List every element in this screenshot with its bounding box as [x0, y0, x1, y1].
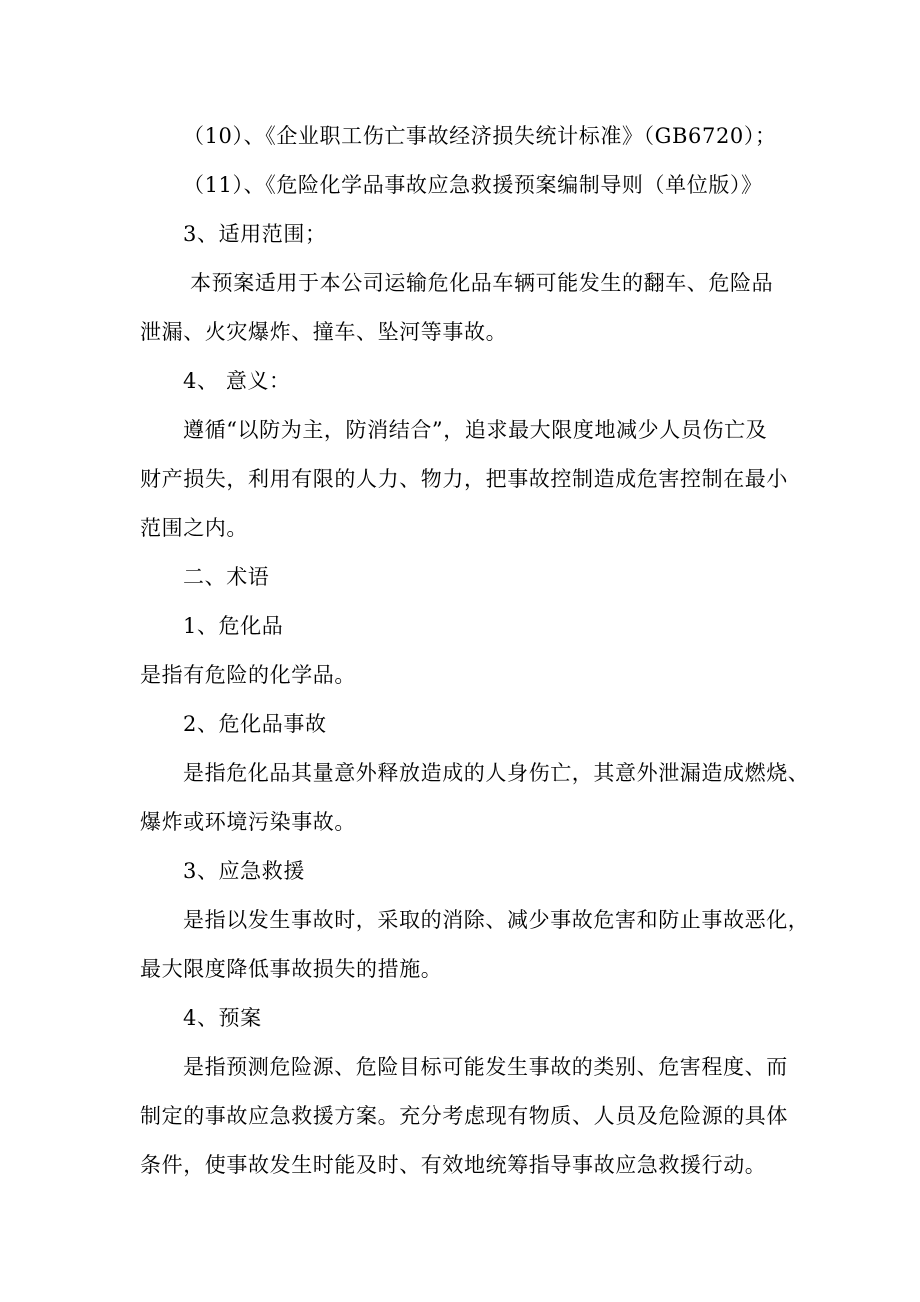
section-heading-scope: 3、适用范围；	[183, 222, 327, 246]
term-heading-1: 1、危化品	[183, 614, 284, 638]
term-definition-4-line-3: 条件，使事故发生时能及时、有效地统筹指导事故应急救援行动。	[140, 1153, 767, 1177]
term-definition-3-line-1: 是指以发生事故时，采取的消除、减少事故危害和防止事故恶化，	[183, 908, 810, 932]
chapter-heading-terms: 二、术语	[183, 565, 270, 589]
term-heading-2: 2、危化品事故	[183, 712, 327, 736]
term-definition-4-line-1: 是指预测危险源、危险目标可能发生事故的类别、危害程度、而	[183, 1055, 788, 1079]
reference-item-10: （10）、《企业职工伤亡事故经济损失统计标准》（GB6720）；	[183, 124, 777, 148]
term-definition-3-line-2: 最大限度降低事故损失的措施。	[140, 957, 443, 981]
reference-item-11: （11）、《危险化学品事故应急救援预案编制导则（单位版）》	[183, 173, 763, 197]
term-heading-4: 4、预案	[183, 1006, 262, 1030]
scope-paragraph-line-2: 泄漏、火灾爆炸、撞车、坠河等事故。	[140, 320, 508, 344]
significance-paragraph-line-1: 遵循“以防为主，防消结合”，追求最大限度地减少人员伤亡及	[183, 418, 768, 442]
section-heading-significance: 4、 意义：	[183, 369, 291, 393]
term-definition-4-line-2: 制定的事故应急救援方案。充分考虑现有物质、人员及危险源的具体	[140, 1104, 788, 1128]
scope-paragraph-line-1: 本预案适用于本公司运输危化品车辆可能发生的翻车、危险品	[190, 271, 774, 295]
term-definition-2-line-1: 是指危化品其量意外释放造成的人身伤亡，其意外泄漏造成燃烧、	[183, 761, 810, 785]
term-definition-2-line-2: 爆炸或环境污染事故。	[140, 810, 356, 834]
term-definition-1: 是指有危险的化学品。	[140, 663, 356, 687]
significance-paragraph-line-3: 范围之内。	[140, 516, 248, 540]
significance-paragraph-line-2: 财产损失，利用有限的人力、物力，把事故控制造成危害控制在最小	[140, 467, 788, 491]
term-heading-3: 3、应急救援	[183, 859, 305, 883]
